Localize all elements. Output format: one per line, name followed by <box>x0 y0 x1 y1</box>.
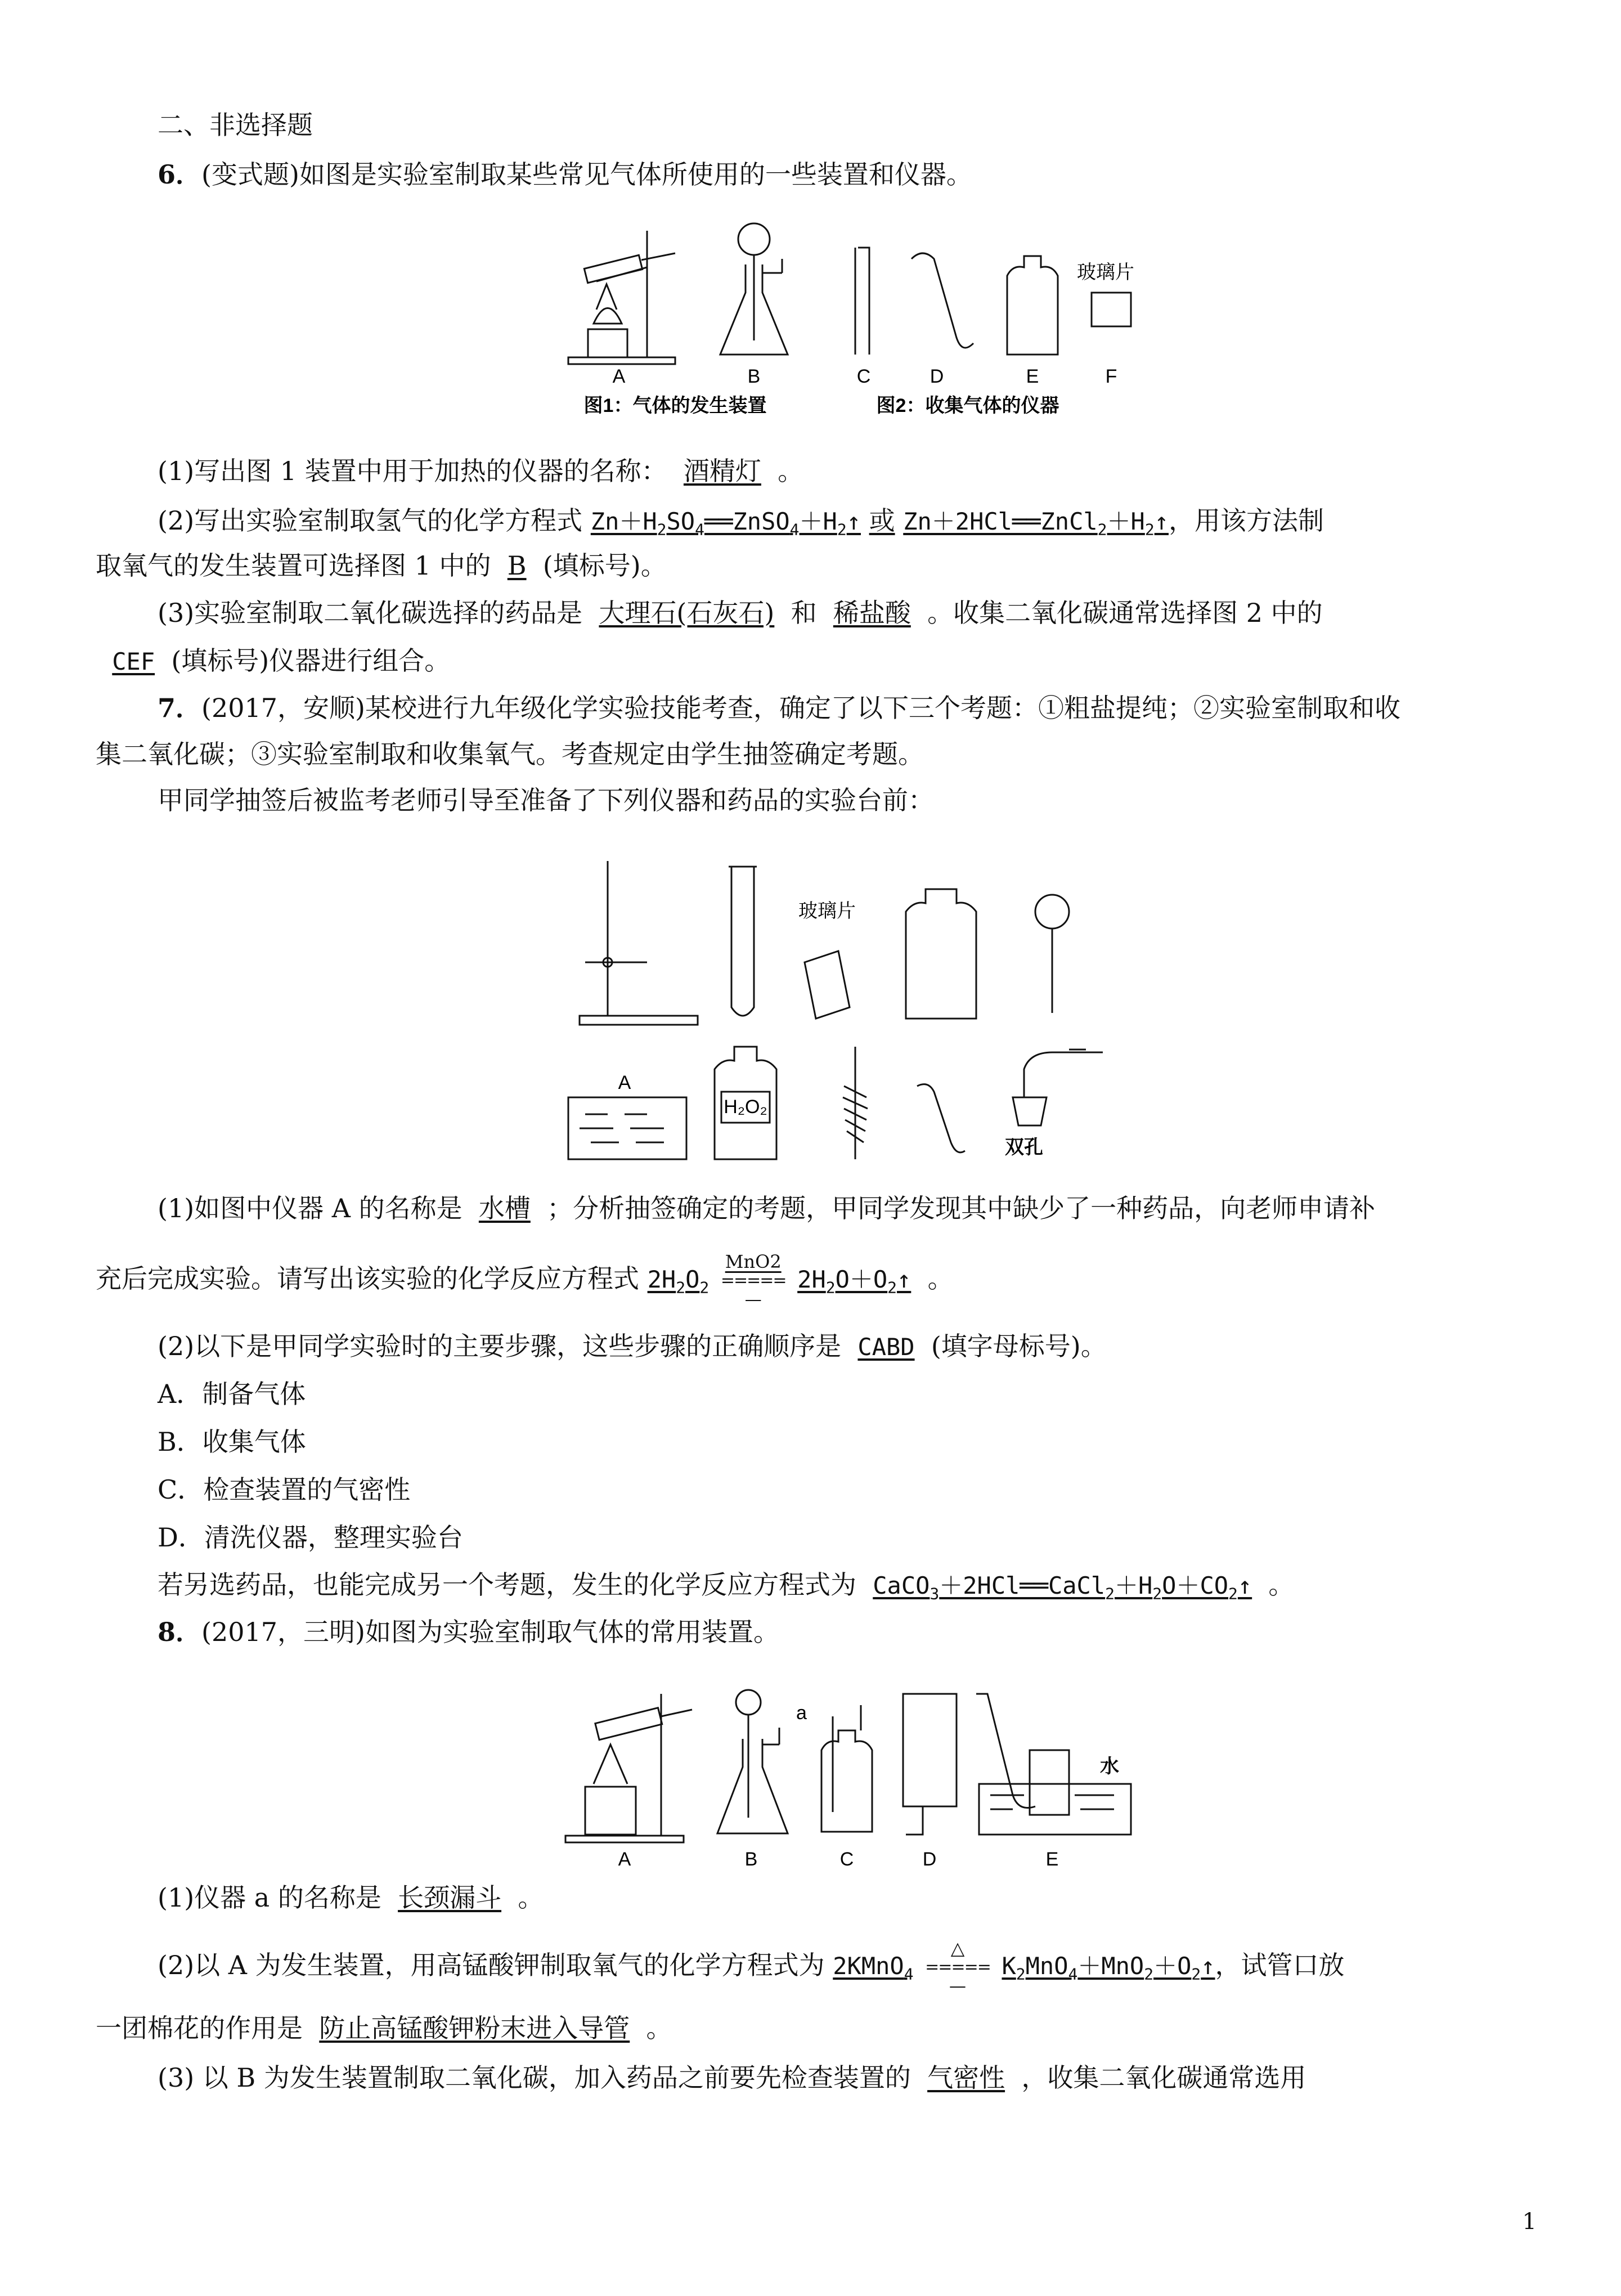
q6-part3: (3)实验室制取二氧化碳选择的药品是 大理石(石灰石) 和 稀盐酸 。收集二氧化碳通常选择图 2 中的 <box>158 598 1323 628</box>
fig1-caption: 图1：气体的发生装置 <box>583 395 767 416</box>
q8-part3: (3) 以 B 为发生装置制取二氧化碳，加入药品之前要先检查装置的 气密性 ，收集二氧化碳通常选用 <box>158 2062 1306 2093</box>
reaction-condition-heat: △ ===== — <box>925 1938 990 1996</box>
q8-figure <box>563 1683 1153 1880</box>
q7-part2: (2)以下是甲同学实验时的主要步骤，这些步骤的正确顺序是 CABD (填字母标号)。 <box>158 1331 1107 1361</box>
q8-apparatus-diagram <box>563 1683 1153 1880</box>
page-number: 1 <box>1522 2209 1537 2235</box>
step-d: D．清洗仪器，整理实验台 <box>158 1522 463 1553</box>
trough-label-a: A <box>618 1072 631 1093</box>
q6-part1: (1)写出图 1 装置中用于加热的仪器的名称： 酒精灯 。 <box>158 456 804 486</box>
q6-part3-cont: CEF (填标号)仪器进行组合。 <box>112 645 451 676</box>
step-a: A．制备气体 <box>158 1379 306 1409</box>
label-e: E <box>1045 1849 1059 1870</box>
label-a: A <box>612 366 626 387</box>
q8-part2: (2)以 A 为发生装置，用高锰酸钾制取氧气的化学方程式为 2KMnO$_4$ △ ===== — $K_2MnO_4+MnO_2+O_2↑$，试管口放 <box>158 1938 1345 1996</box>
answer-q8-2-equation: 2KMnO$_4$ <box>833 1952 914 1984</box>
answer-q7-1-name: 水槽 <box>478 1193 531 1223</box>
answer-q6-3-devices: CEF <box>112 648 155 675</box>
step-b: B．收集气体 <box>158 1427 306 1457</box>
answer-q8-1: 长颈漏斗 <box>398 1882 502 1913</box>
q7-stem-cont: 集二氧化碳；③实验室制取和收集氧气。考查规定由学生抽签确定考题。 <box>96 739 924 769</box>
q7-part1-cont: 充后完成实验。请写出该实验的化学反应方程式 $2H_2O_2$ MnO2 ===== — $2H_2O+O_2↑$ 。 <box>96 1251 954 1310</box>
answer-q6-3-drug2: 稀盐酸 <box>833 598 911 628</box>
label-e: E <box>1026 366 1039 387</box>
q7-part3: 若另选药品，也能完成另一个考题，发生的化学反应方程式为 $CaCO_3+2HCl══CaCl_2+H_2O+CO_2↑$ 。 <box>158 1569 1295 1603</box>
water-label: 水 <box>1100 1756 1119 1777</box>
label-b: B <box>744 1849 758 1870</box>
answer-q6-1: 酒精灯 <box>683 456 761 486</box>
glass-plate-label: 玻璃片 <box>1077 262 1134 283</box>
fig2-caption: 图2：收集气体的仪器 <box>876 395 1059 416</box>
h2o2-label: H₂O₂ <box>724 1096 767 1118</box>
label-c: C <box>839 1849 854 1870</box>
q7-part1: (1)如图中仪器 A 的名称是 水槽 ；分析抽签确定的考题，甲同学发现其中缺少了一种药品，向老师申请补 <box>158 1193 1376 1223</box>
q6-part2: (2)写出实验室制取氢气的化学方程式 $Zn+H_2SO_4══ZnSO_4+H_2↑$ 或 $Zn+2HCl══ZnCl_2+H_2↑$，用该方法制 <box>158 505 1324 539</box>
label-d: D <box>930 366 944 387</box>
funnel-mark-a: a <box>796 1702 807 1724</box>
two-hole-label: 双孔 <box>1005 1137 1043 1158</box>
answer-q6-2-eq2: $Zn+2HCl══ZnCl_2+H_2↑$ <box>903 508 1169 539</box>
step-c: C．检查装置的气密性 <box>158 1474 411 1505</box>
label-c: C <box>856 366 871 387</box>
q6-apparatus-diagram <box>563 214 1153 428</box>
reaction-condition-mno2: MnO2 ===== — <box>720 1251 786 1310</box>
section-title: 二、非选择题 <box>158 110 313 140</box>
answer-q6-2-eq1: $Zn+H_2SO_4══ZnSO_4+H_2↑$ <box>590 508 861 539</box>
answer-q6-2-device: B <box>507 550 527 581</box>
answer-q8-2-cotton: 防止高锰酸钾粉末进入导管 <box>319 2013 630 2043</box>
glass-piece-label: 玻璃片 <box>798 900 856 922</box>
answer-q7-1-equation: $2H_2O_2$ <box>647 1266 710 1297</box>
q7-figure <box>563 850 1153 1165</box>
q8-stem: 8．(2017，三明)如图为实验室制取气体的常用装置。 <box>158 1617 779 1647</box>
label-b: B <box>747 366 761 387</box>
q6-part2-cont: 取氧气的发生装置可选择图 1 中的 B (填标号)。 <box>96 550 667 581</box>
answer-q7-3-equation: $CaCO_3+2HCl══CaCl_2+H_2O+CO_2↑$ <box>873 1572 1252 1603</box>
q7-apparatus-diagram <box>563 850 1153 1165</box>
answer-q8-3: 气密性 <box>927 2062 1005 2093</box>
q7-stem: 7．(2017，安顺)某校进行九年级化学实验技能考查，确定了以下三个考题：①粗盐提纯；②实验室制取和收 <box>158 693 1400 723</box>
q6-figure <box>563 214 1153 428</box>
q8-part2-cont: 一团棉花的作用是 防止高锰酸钾粉末进入导管 。 <box>96 2013 672 2043</box>
label-f: F <box>1105 366 1117 387</box>
q6-stem: 6．(变式题)如图是实验室制取某些常见气体所使用的一些装置和仪器。 <box>158 159 972 190</box>
q7-intro: 甲同学抽签后被监考老师引导至准备了下列仪器和药品的实验台前： <box>158 785 934 815</box>
q8-part1: (1)仪器 a 的名称是 长颈漏斗 。 <box>158 1882 544 1913</box>
label-a: A <box>618 1849 631 1870</box>
answer-q6-3-drug1: 大理石(石灰石) <box>599 598 775 628</box>
label-d: D <box>922 1849 937 1870</box>
answer-q7-2-order: CABD <box>857 1333 915 1361</box>
